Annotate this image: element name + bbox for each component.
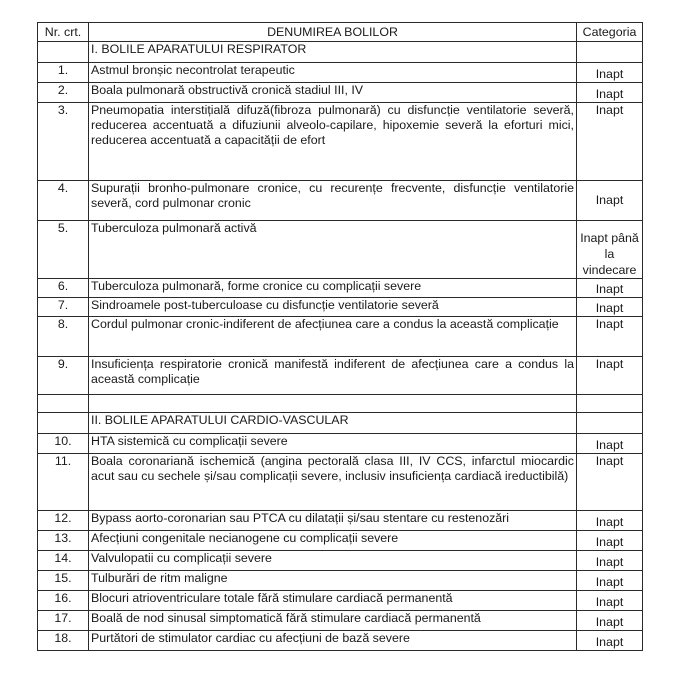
row-category: Inapt (577, 434, 643, 454)
row-disease: Afecțiuni congenitale necianogene cu complicații severe (89, 531, 577, 551)
table-row (38, 279, 643, 298)
row-category: Inapt (577, 279, 643, 298)
row-disease: Boala pulmonară obstructivă cronică stadiul III, IV (89, 83, 577, 103)
row-disease: Valvulopatii cu complicații severe (89, 551, 577, 571)
table-row (38, 591, 643, 611)
row-category: Inapt (577, 298, 643, 317)
table-row (38, 434, 643, 454)
row-nr: 7. (38, 298, 89, 317)
row-nr (38, 42, 89, 63)
row-category (577, 413, 643, 434)
row-category (577, 395, 643, 413)
row-disease: Boală de nod sinusal simptomatică fără stimulare cardiacă permanentă (89, 611, 577, 631)
row-category: Inapt (577, 591, 643, 611)
table-row (38, 631, 643, 651)
row-nr: 17. (38, 611, 89, 631)
row-category: Inapt (577, 611, 643, 631)
row-disease: Boala coronariană ischemică (angina pectorală clasa III, IV CCS, infarctul miocardic acut sau cu sechele și/sau complicații severe, inclusiv insuficiența cardiacă ireductibilă) (89, 454, 577, 511)
row-category: Inapt (577, 63, 643, 83)
row-nr: 14. (38, 551, 89, 571)
row-category: Inapt (577, 83, 643, 103)
table-row (38, 571, 643, 591)
table-row (38, 454, 643, 511)
row-nr: 11. (38, 454, 89, 511)
section-row-respirator (38, 42, 643, 63)
table-row (38, 551, 643, 571)
row-nr: 10. (38, 434, 89, 454)
row-category: Inapt (577, 531, 643, 551)
header-row (38, 23, 643, 42)
row-nr: 2. (38, 83, 89, 103)
row-disease: HTA sistemică cu complicații severe (89, 434, 577, 454)
row-nr: 8. (38, 317, 89, 357)
row-disease: Sindroamele post-tuberculoase cu disfuncție ventilatorie severă (89, 298, 577, 317)
row-category: Inapt până la vindecare (577, 221, 643, 279)
row-category: Inapt (577, 181, 643, 221)
row-nr: 4. (38, 181, 89, 221)
row-disease: Tuberculoza pulmonară activă (89, 221, 577, 279)
row-category: Inapt (577, 454, 643, 511)
table-row (38, 611, 643, 631)
row-category: Inapt (577, 571, 643, 591)
row-category: Inapt (577, 357, 643, 395)
table-row (38, 83, 643, 103)
row-disease: Purtători de stimulator cardiac cu afecțiuni de bază severe (89, 631, 577, 651)
header-category: Categoria (577, 23, 643, 42)
row-nr: 13. (38, 531, 89, 551)
row-nr: 3. (38, 103, 89, 181)
table-row (38, 511, 643, 531)
row-disease: Tulburări de ritm maligne (89, 571, 577, 591)
section-title-cardio: II. BOLILE APARATULUI CARDIO-VASCULAR (89, 413, 577, 434)
table-row (38, 357, 643, 395)
row-disease: Bypass aorto-coronarian sau PTCA cu dilatații și/sau stentare cu restenozări (89, 511, 577, 531)
row-nr: 6. (38, 279, 89, 298)
table-row (38, 63, 643, 83)
header-name: DENUMIREA BOLILOR (89, 23, 577, 42)
table-row (38, 317, 643, 357)
header-nr: Nr. crt. (38, 23, 89, 42)
row-nr (38, 395, 89, 413)
table-row (38, 531, 643, 551)
row-disease: Blocuri atrioventriculare totale fără stimulare cardiacă permanentă (89, 591, 577, 611)
table-row (38, 181, 643, 221)
row-disease: Insuficiența respiratorie cronică manifestă indiferent de afecțiunea care a condus la această complicație (89, 357, 577, 395)
row-nr: 1. (38, 63, 89, 83)
row-disease: Astmul bronșic necontrolat terapeutic (89, 63, 577, 83)
table-row (38, 103, 643, 181)
table-row (38, 298, 643, 317)
row-category: Inapt (577, 631, 643, 651)
row-disease: Pneumopatia interstițială difuză(fibroza pulmonară) cu disfuncție ventilatorie severă, reducerea accentuată a difuziunii alveolo-capilare, hipoxemie severă la eforturi mici, reducerea accentuată a capacității de efort (89, 103, 577, 181)
row-nr (38, 413, 89, 434)
row-nr: 16. (38, 591, 89, 611)
row-disease: Cordul pulmonar cronic-indiferent de afecțiunea care a condus la această complicație (89, 317, 577, 357)
row-disease (89, 395, 577, 413)
diseases-table (37, 22, 643, 651)
section-title-respirator: I. BOLILE APARATULUI RESPIRATOR (89, 42, 577, 63)
section-row-cardio (38, 413, 643, 434)
table-row (38, 221, 643, 279)
row-category: Inapt (577, 103, 643, 181)
row-nr: 15. (38, 571, 89, 591)
row-nr: 12. (38, 511, 89, 531)
row-category: Inapt (577, 511, 643, 531)
empty-row (38, 395, 643, 413)
row-disease: Tuberculoza pulmonară, forme cronice cu complicații severe (89, 279, 577, 298)
row-nr: 18. (38, 631, 89, 651)
row-nr: 5. (38, 221, 89, 279)
row-nr: 9. (38, 357, 89, 395)
row-category: Inapt (577, 551, 643, 571)
row-disease: Supurații bronho-pulmonare cronice, cu recurențe frecvente, disfuncție ventilatorie severă, cord pulmonar cronic (89, 181, 577, 221)
row-category (577, 42, 643, 63)
row-category: Inapt (577, 317, 643, 357)
